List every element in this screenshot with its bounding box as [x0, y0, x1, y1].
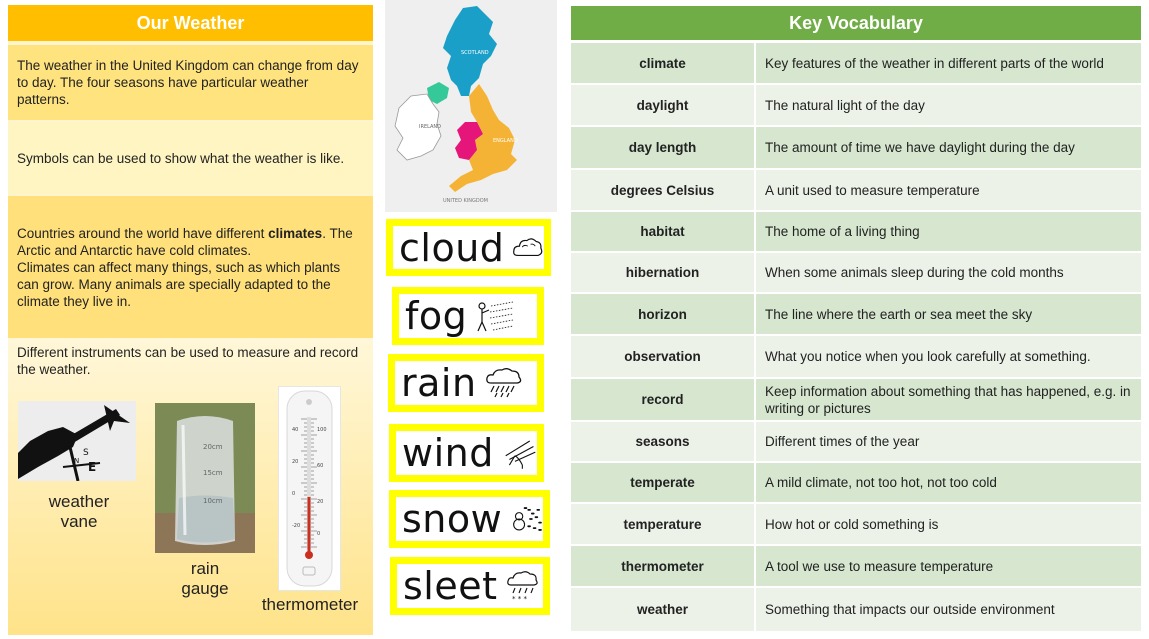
svg-text:40: 40 — [292, 427, 299, 433]
svg-text:60: 60 — [317, 463, 324, 469]
vocab-term: observation — [624, 349, 701, 364]
vocab-term: habitat — [640, 224, 685, 239]
seasons-text: The weather in the United Kingdom can change from day to day. The four seasons have particular weather patterns. — [17, 58, 359, 107]
vocab-definition: What you notice when you look carefully at something. — [754, 336, 1141, 377]
vocab-term: record — [641, 392, 684, 407]
cloud-icon — [512, 234, 544, 262]
vocab-definition: Different times of the year — [754, 422, 1141, 461]
vocab-term: hibernation — [625, 265, 700, 280]
svg-text:S: S — [83, 448, 89, 458]
vocab-definition: A unit used to measure temperature — [754, 170, 1141, 210]
svg-text:10cm: 10cm — [203, 497, 223, 505]
word-card-snow — [389, 490, 550, 548]
svg-text:0: 0 — [317, 531, 321, 537]
vocab-definition: A tool we use to measure temperature — [754, 546, 1141, 586]
instruments-text: Different instruments can be used to measure and record the weather. — [17, 345, 359, 377]
word-card-cloud — [386, 219, 551, 276]
vocab-term: degrees Celsius — [610, 182, 715, 198]
vocab-row — [571, 170, 1141, 210]
svg-text:20cm: 20cm — [203, 443, 223, 451]
vocab-definition: When some animals sleep during the cold months — [754, 253, 1141, 292]
vocab-row — [571, 253, 1141, 292]
seasons-paragraph — [8, 45, 373, 120]
vocab-row — [571, 504, 1141, 544]
word-card-rain — [388, 354, 544, 412]
thermometer-icon — [279, 387, 340, 590]
vocab-term: climate — [639, 55, 686, 71]
svg-text:N: N — [74, 457, 80, 465]
symbols-text: Symbols can be used to show what the weather is like. — [17, 150, 345, 166]
rain-cloud-icon — [485, 367, 525, 399]
vocab-term: temperate — [630, 475, 695, 490]
our-weather-title: Our Weather — [8, 5, 373, 41]
word-cloud: cloud — [399, 225, 505, 270]
fog-icon — [475, 300, 515, 332]
vocab-term: weather — [636, 602, 689, 617]
vocab-row — [571, 127, 1141, 168]
vocab-row — [571, 43, 1141, 83]
vocab-row — [571, 379, 1141, 420]
rain-gauge-caption — [155, 559, 255, 599]
rain-gauge-label-2: gauge — [181, 579, 229, 598]
vocab-term: day length — [628, 140, 697, 155]
word-card-fog — [392, 287, 544, 345]
word-rain: rain — [401, 361, 477, 405]
svg-text:20: 20 — [317, 499, 324, 505]
svg-text:15cm: 15cm — [203, 469, 223, 477]
sleet-icon — [506, 570, 540, 602]
vocab-definition: The amount of time we have daylight during the day — [754, 127, 1141, 168]
weather-vane-photo — [18, 401, 136, 481]
word-wind: wind — [402, 431, 494, 475]
climates-text-b: . The Arctic and Antarctic have cold climates. — [17, 225, 353, 258]
word-sleet: sleet — [403, 564, 498, 608]
thermometer-caption: thermometer — [261, 595, 359, 614]
symbols-paragraph — [8, 122, 373, 194]
uk-map — [385, 0, 557, 212]
thermometer-photo — [278, 386, 341, 591]
vocab-definition: Something that impacts our outside environment — [754, 588, 1141, 631]
climates-bold: climates — [268, 225, 323, 241]
svg-text:100: 100 — [317, 427, 327, 433]
vocab-row — [571, 212, 1141, 251]
svg-text:E: E — [88, 460, 97, 474]
rain-gauge-photo — [155, 403, 255, 553]
vocab-definition: The line where the earth or sea meet the sky — [754, 294, 1141, 334]
word-card-sleet — [390, 557, 550, 615]
snow-icon — [510, 503, 543, 535]
key-vocabulary-title: Key Vocabulary — [571, 6, 1141, 40]
climates-text-c: Climates can affect many things, such as which plants can grow. Many animals are specially adapted to the climate they live in. — [17, 259, 341, 309]
weather-vane-label-1: weather — [48, 492, 110, 511]
vocab-row — [571, 588, 1141, 631]
vocab-term: daylight — [636, 97, 689, 113]
word-card-wind — [389, 424, 544, 482]
svg-text:* * *: * * * — [511, 595, 527, 602]
vocab-row — [571, 463, 1141, 502]
climates-text-a: Countries around the world have different — [17, 225, 269, 241]
vocab-row — [571, 294, 1141, 334]
map-label-ireland: IRELAND — [419, 124, 442, 130]
vocab-definition: The natural light of the day — [754, 85, 1141, 125]
wind-icon — [502, 436, 537, 470]
vocab-row — [571, 336, 1141, 377]
svg-text:-20: -20 — [292, 523, 301, 529]
weather-vane-label-2: vane — [60, 512, 98, 531]
map-label-england: ENGLAND — [493, 138, 518, 144]
svg-text:0: 0 — [292, 491, 296, 497]
rain-gauge-icon — [155, 403, 255, 553]
vocab-definition: The home of a living thing — [754, 212, 1141, 251]
vocab-row — [571, 85, 1141, 125]
map-caption: UNITED KINGDOM — [443, 198, 488, 204]
uk-map-icon — [385, 0, 557, 212]
vocab-definition: How hot or cold something is — [754, 504, 1141, 544]
svg-text:20: 20 — [292, 459, 299, 465]
weather-vane-icon — [18, 401, 136, 481]
vocab-row — [571, 546, 1141, 586]
word-fog: fog — [405, 294, 468, 338]
map-label-scotland: SCOTLAND — [461, 50, 489, 56]
weather-vane-caption — [20, 492, 138, 532]
vocab-definition: A mild climate, not too hot, not too cold — [754, 463, 1141, 502]
word-snow: snow — [402, 497, 503, 541]
climates-paragraph — [8, 196, 373, 338]
vocab-term: seasons — [635, 434, 690, 449]
vocab-term: temperature — [623, 516, 702, 532]
vocab-row — [571, 422, 1141, 461]
rain-gauge-label-1: rain — [190, 559, 220, 578]
vocab-term: thermometer — [621, 558, 704, 574]
vocab-term: horizon — [638, 306, 687, 322]
vocab-definition: Keep information about something that has happened, e.g. in writing or pictures — [754, 379, 1141, 420]
vocab-definition: Key features of the weather in different parts of the world — [754, 43, 1141, 83]
